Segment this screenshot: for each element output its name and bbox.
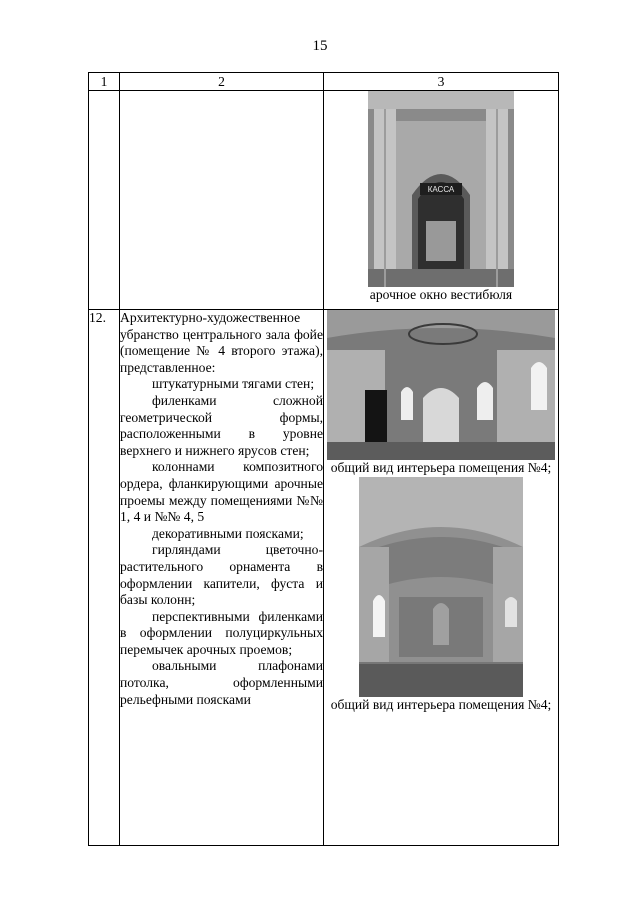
photo-caption: общий вид интерьера помещения №4; <box>330 697 552 712</box>
column-header-2: 2 <box>120 73 324 91</box>
interior-hall-photo <box>359 477 523 697</box>
description-paragraph: гирляндами цветочно-растительного орнамента в оформлении капители, фуста и базы колонн; <box>120 542 323 608</box>
table-row <box>89 91 559 310</box>
description-paragraph: Архитектурно-художественное убранство центрального зала фойе (помещение № 4 второго этажа), представленное: <box>120 310 323 375</box>
row-number-cell <box>89 91 120 310</box>
table-header-row <box>89 73 559 91</box>
description-cell <box>120 91 324 310</box>
photo-cell <box>324 91 559 310</box>
photo-caption: арочное окно вестибюля <box>369 287 513 302</box>
interior-hall-photo <box>327 310 555 460</box>
description-paragraph: штукатурными тягами стен; <box>152 376 315 392</box>
column-header-3: 3 <box>324 73 559 91</box>
description-paragraph: овальными плафонами потолка, оформленными рельефными поясками <box>120 658 323 707</box>
page-number: 15 <box>312 38 328 54</box>
photo-cell <box>324 310 559 846</box>
kassa-sign-text: КАССА <box>427 185 455 194</box>
row-number-cell: 12. <box>89 310 120 846</box>
vestibule-arch-photo <box>368 91 514 287</box>
table-row <box>89 310 559 846</box>
description-paragraph: перспективными филенками в оформлении полуциркульных перемычек арочных проемов; <box>120 608 323 657</box>
description-cell <box>120 310 324 846</box>
column-header-1: 1 <box>89 73 120 91</box>
description-paragraph: колоннами композитного ордера, фланкирующими арочные проемы между помещениями №№ 1, 4 и №№ 4, 5 <box>120 459 323 525</box>
document-table <box>88 72 559 846</box>
description-paragraph: филенками сложной геометрической формы, расположенными в уровне верхнего и нижнего ярусов стен; <box>120 392 323 458</box>
description-paragraph: декоративными поясками; <box>152 525 304 541</box>
photo-caption: общий вид интерьера помещения №4; <box>330 460 552 475</box>
